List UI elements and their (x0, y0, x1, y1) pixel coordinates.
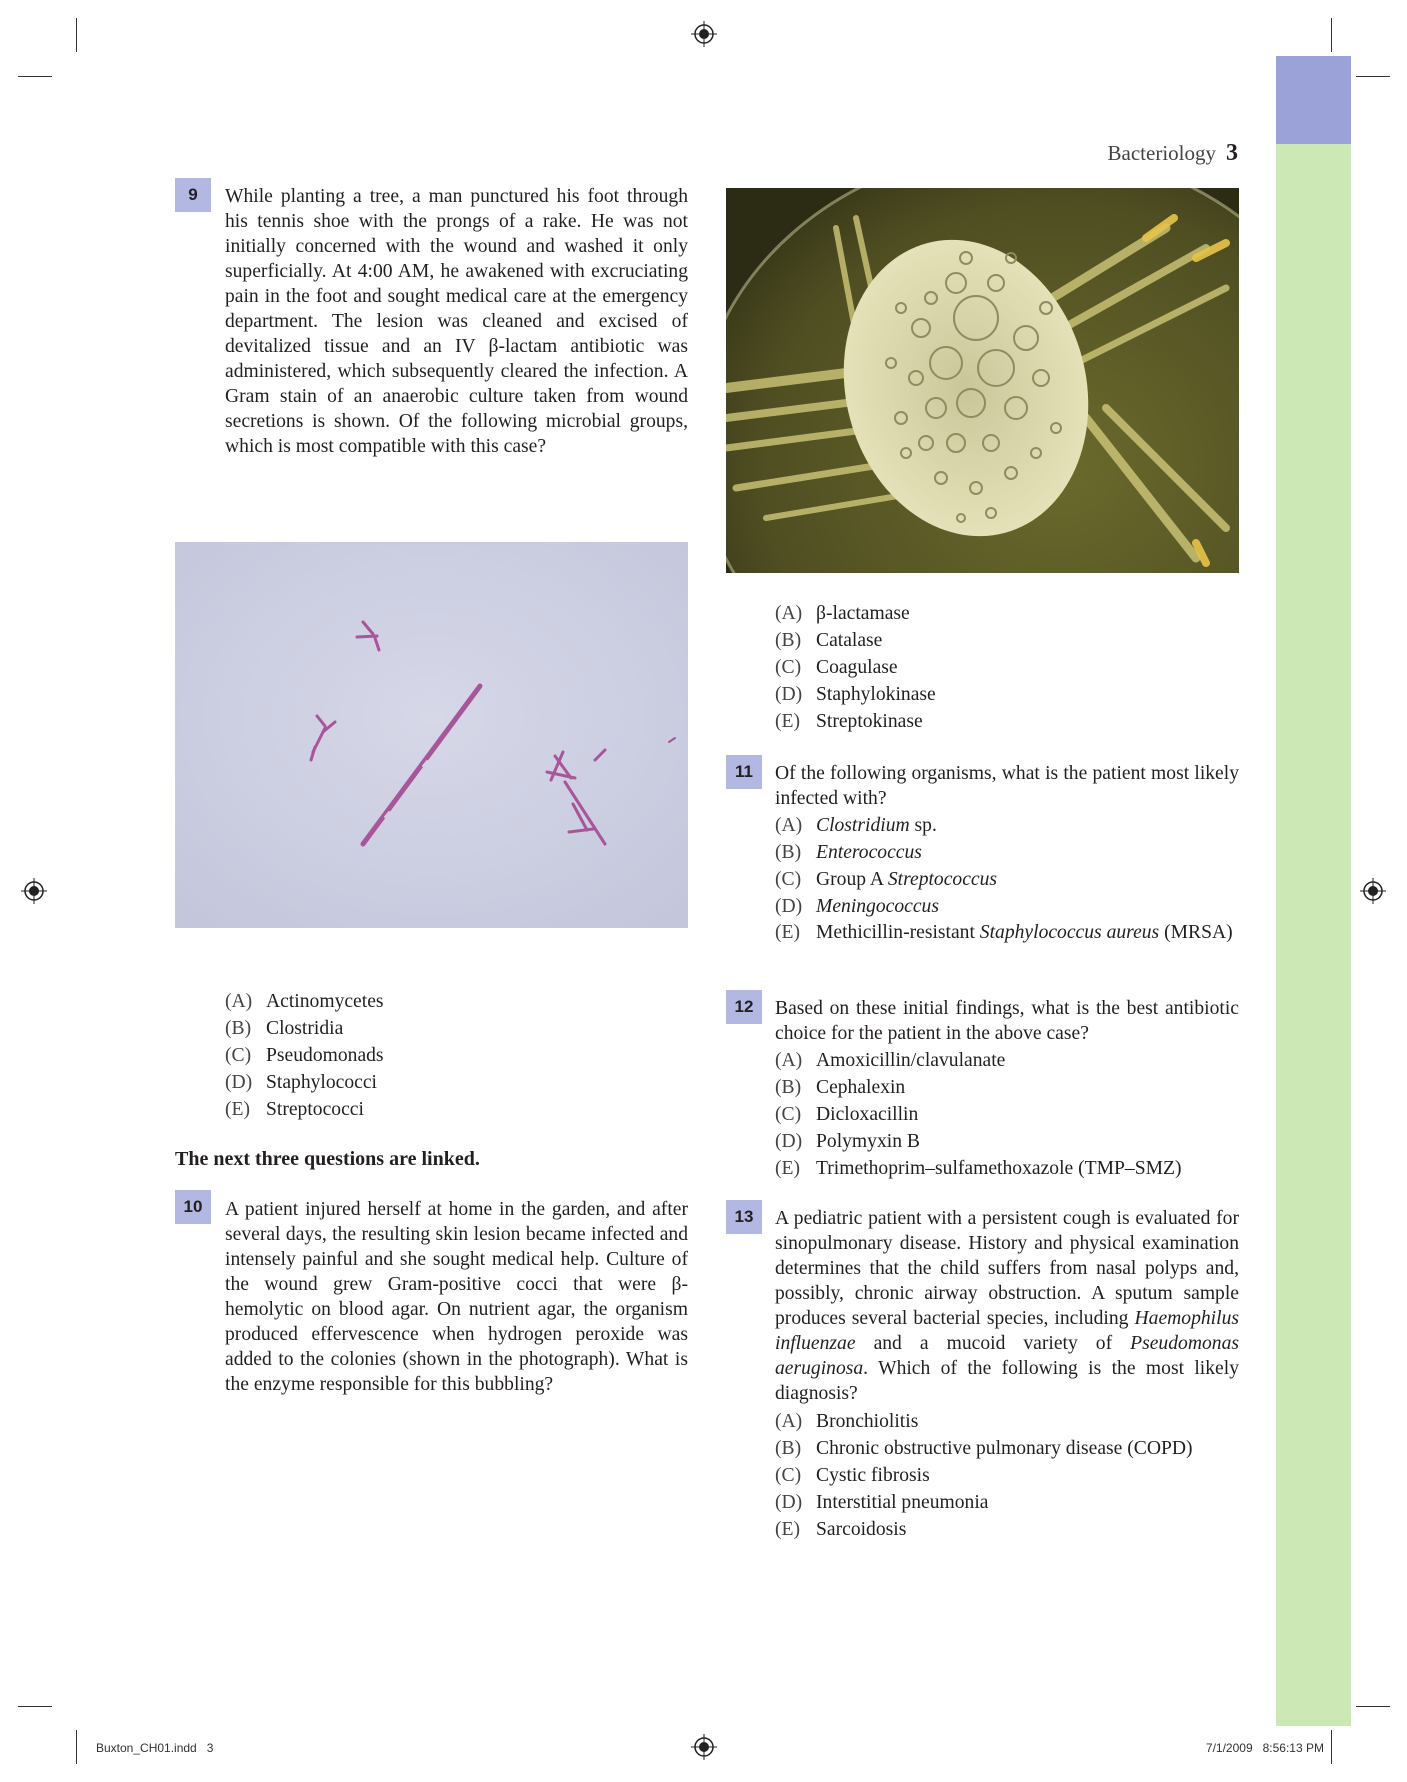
option-text: Trimethoprim–sulfamethoxazole (TMP–SMZ) (816, 1158, 1182, 1179)
option-text: Pseudomonads (266, 1045, 384, 1066)
answer-option[interactable] (225, 988, 384, 1015)
question-number-badge: 12 (726, 990, 762, 1024)
gram-stain-image (175, 542, 688, 928)
question-13-stem (775, 1206, 1239, 1406)
crop-mark (76, 1730, 77, 1764)
option-letter: (B) (775, 842, 802, 863)
question-11-options (775, 812, 1239, 945)
organism-name: Streptococcus (887, 869, 998, 890)
stem-text: . Which of the following is the most likely diagnosis? (775, 1358, 1239, 1404)
option-text: Chronic obstructive pulmonary disease (COPD) (816, 1438, 1193, 1459)
question-12-stem: Based on these initial findings, what is the best antibiotic choice for the patient in the above case? (775, 998, 1239, 1044)
agar-plate-image (726, 188, 1239, 573)
option-letter: (D) (775, 684, 803, 705)
crop-mark (76, 18, 77, 52)
option-text: Clostridia (266, 1018, 344, 1039)
option-text: Staphylokinase (816, 684, 936, 705)
crop-mark (1331, 1730, 1332, 1764)
answer-option[interactable] (775, 839, 1239, 866)
question-number-badge: 9 (175, 178, 211, 212)
question-13-options (775, 1408, 1193, 1543)
option-letter: (A) (775, 1411, 803, 1432)
option-text: Cephalexin (816, 1077, 906, 1098)
option-letter: (A) (775, 603, 803, 624)
option-text: Catalase (816, 630, 883, 651)
registration-mark-icon (1360, 878, 1386, 904)
option-text: Actinomycetes (266, 991, 384, 1012)
question-number-badge: 11 (726, 755, 762, 789)
option-letter: (B) (775, 630, 802, 651)
registration-mark-icon (21, 878, 47, 904)
answer-option[interactable] (775, 866, 1239, 893)
stem-text: A pediatric patient with a persistent cough is evaluated for sinopulmonary disease. History and physical examination determines that the child suffers from nasal polyps and, possibly, chronic airway obstruction. A sputum sample produces several bacterial species, including (775, 1208, 1239, 1329)
crop-mark (1356, 1706, 1390, 1707)
registration-mark-icon (691, 21, 717, 47)
answer-option[interactable] (775, 1074, 1182, 1101)
answer-option[interactable] (775, 920, 1239, 945)
gram-stain-photo (175, 542, 688, 928)
answer-option[interactable] (775, 1462, 1193, 1489)
running-head (1108, 140, 1238, 167)
chapter-thumb-tab (1276, 56, 1351, 144)
answer-option[interactable] (775, 681, 936, 708)
answer-option[interactable] (775, 1489, 1193, 1516)
organism-name: Haemophilus influenzae (775, 1308, 1239, 1354)
crop-mark (1356, 76, 1390, 77)
organism-name: Enterococcus (816, 842, 922, 863)
option-letter: (E) (775, 711, 801, 732)
answer-option[interactable] (775, 627, 936, 654)
question-9-stem: While planting a tree, a man punctured his foot through his tennis shoe with the prongs of a rake. He was not initially concerned with the wound and washed it only superficially. At 4:00 AM, he awakened with excruciating pain in the foot and sought medical care at the emergency department. The lesion was cleaned and excised of devitalized tissue and an IV β-lactam antibiotic was administered, which subsequently cleared the infection. A Gram stain of an anaerobic culture taken from wound secretions is shown. Of the following microbial groups, which is most compatible with this case? (225, 186, 688, 457)
option-letter: (D) (775, 1492, 803, 1513)
question-10-stem: A patient injured herself at home in the garden, and after several days, the resulting skin lesion became infected and intensely painful and she sought medical help. Culture of the wound grew Gram-positive cocci that were β-hemolytic on blood agar. On nutrient agar, the organism produced effervescence when hydrogen peroxide was added to the colonies (shown in the photograph). What is the enzyme responsible for this bubbling? (225, 1199, 688, 1395)
option-prefix: Group A (816, 869, 888, 890)
organism-name: Clostridium (816, 815, 910, 836)
option-letter: (B) (775, 1438, 802, 1459)
running-head-title: Bacteriology (1107, 141, 1216, 165)
option-text: Dicloxacillin (816, 1104, 919, 1125)
option-letter: (A) (225, 991, 253, 1012)
answer-option[interactable] (775, 708, 936, 735)
question-number-badge: 13 (726, 1200, 762, 1234)
answer-option[interactable] (225, 1015, 384, 1042)
answer-option[interactable] (775, 600, 936, 627)
answer-option[interactable] (775, 1516, 1193, 1543)
footer-timestamp: 7/1/2009 8:56:13 PM (1205, 1741, 1324, 1755)
question-9-options (225, 988, 384, 1123)
option-letter: (B) (775, 1077, 802, 1098)
crop-mark (18, 1706, 52, 1707)
option-letter: (B) (225, 1018, 252, 1039)
page-number: 3 (1226, 140, 1238, 166)
option-text: β-lactamase (816, 603, 910, 624)
option-letter: (E) (225, 1099, 251, 1120)
crop-mark (18, 76, 52, 77)
answer-option[interactable] (775, 1128, 1182, 1155)
answer-option[interactable] (775, 1101, 1182, 1128)
option-letter: (D) (225, 1072, 253, 1093)
linked-questions-note: The next three questions are linked. (175, 1148, 480, 1170)
option-text: Streptokinase (816, 711, 923, 732)
option-text: Bronchiolitis (816, 1411, 919, 1432)
answer-option[interactable] (775, 1435, 1193, 1462)
option-text: Amoxicillin/clavulanate (816, 1050, 1006, 1071)
question-number-badge: 10 (175, 1190, 211, 1224)
option-letter: (E) (775, 1519, 801, 1540)
stem-text: and a mucoid variety of (855, 1333, 1131, 1354)
option-letter: (E) (775, 922, 801, 943)
registration-mark-icon (691, 1734, 717, 1760)
answer-option[interactable] (225, 1042, 384, 1069)
option-text: Coagulase (816, 657, 898, 678)
option-text: Staphylococci (266, 1072, 377, 1093)
option-letter: (C) (775, 869, 802, 890)
option-letter: (D) (775, 1131, 803, 1152)
organism-name: Meningococcus (816, 896, 939, 917)
option-letter: (C) (775, 1104, 802, 1125)
answer-option[interactable] (775, 654, 936, 681)
answer-option[interactable] (775, 1047, 1182, 1074)
option-letter: (C) (225, 1045, 252, 1066)
option-letter: (A) (775, 1050, 803, 1071)
organism-name: Pseudomonas aeruginosa (775, 1333, 1239, 1379)
option-letter: (D) (775, 896, 803, 917)
answer-option[interactable] (775, 1408, 1193, 1435)
answer-option[interactable] (775, 812, 1239, 839)
option-prefix: Methicillin-resistant (816, 922, 980, 943)
crop-mark (1331, 18, 1332, 52)
option-text: Polymyxin B (816, 1131, 920, 1152)
answer-option[interactable] (225, 1096, 384, 1123)
question-10-options (775, 600, 936, 735)
option-text: Sarcoidosis (816, 1519, 907, 1540)
option-text: Cystic fibrosis (816, 1465, 930, 1486)
answer-option[interactable] (225, 1069, 384, 1096)
catalase-test-photo (726, 188, 1239, 573)
option-letter: (E) (775, 1158, 801, 1179)
question-11-stem: Of the following organisms, what is the patient most likely infected with? (775, 763, 1239, 809)
chapter-sidebar (1276, 56, 1351, 1726)
option-text: Interstitial pneumonia (816, 1492, 989, 1513)
footer-file-slug: Buxton_CH01.indd 3 (96, 1741, 214, 1755)
option-text: Streptococci (266, 1099, 364, 1120)
option-letter: (A) (775, 815, 803, 836)
option-text: sp. (909, 815, 937, 836)
answer-option[interactable] (775, 893, 1239, 920)
option-letter: (C) (775, 1465, 802, 1486)
answer-option[interactable] (775, 1155, 1182, 1182)
question-12-options (775, 1047, 1182, 1182)
option-letter: (C) (775, 657, 802, 678)
organism-name: Staphylococcus aureus (979, 922, 1160, 943)
option-text: (MRSA) (1159, 922, 1233, 943)
